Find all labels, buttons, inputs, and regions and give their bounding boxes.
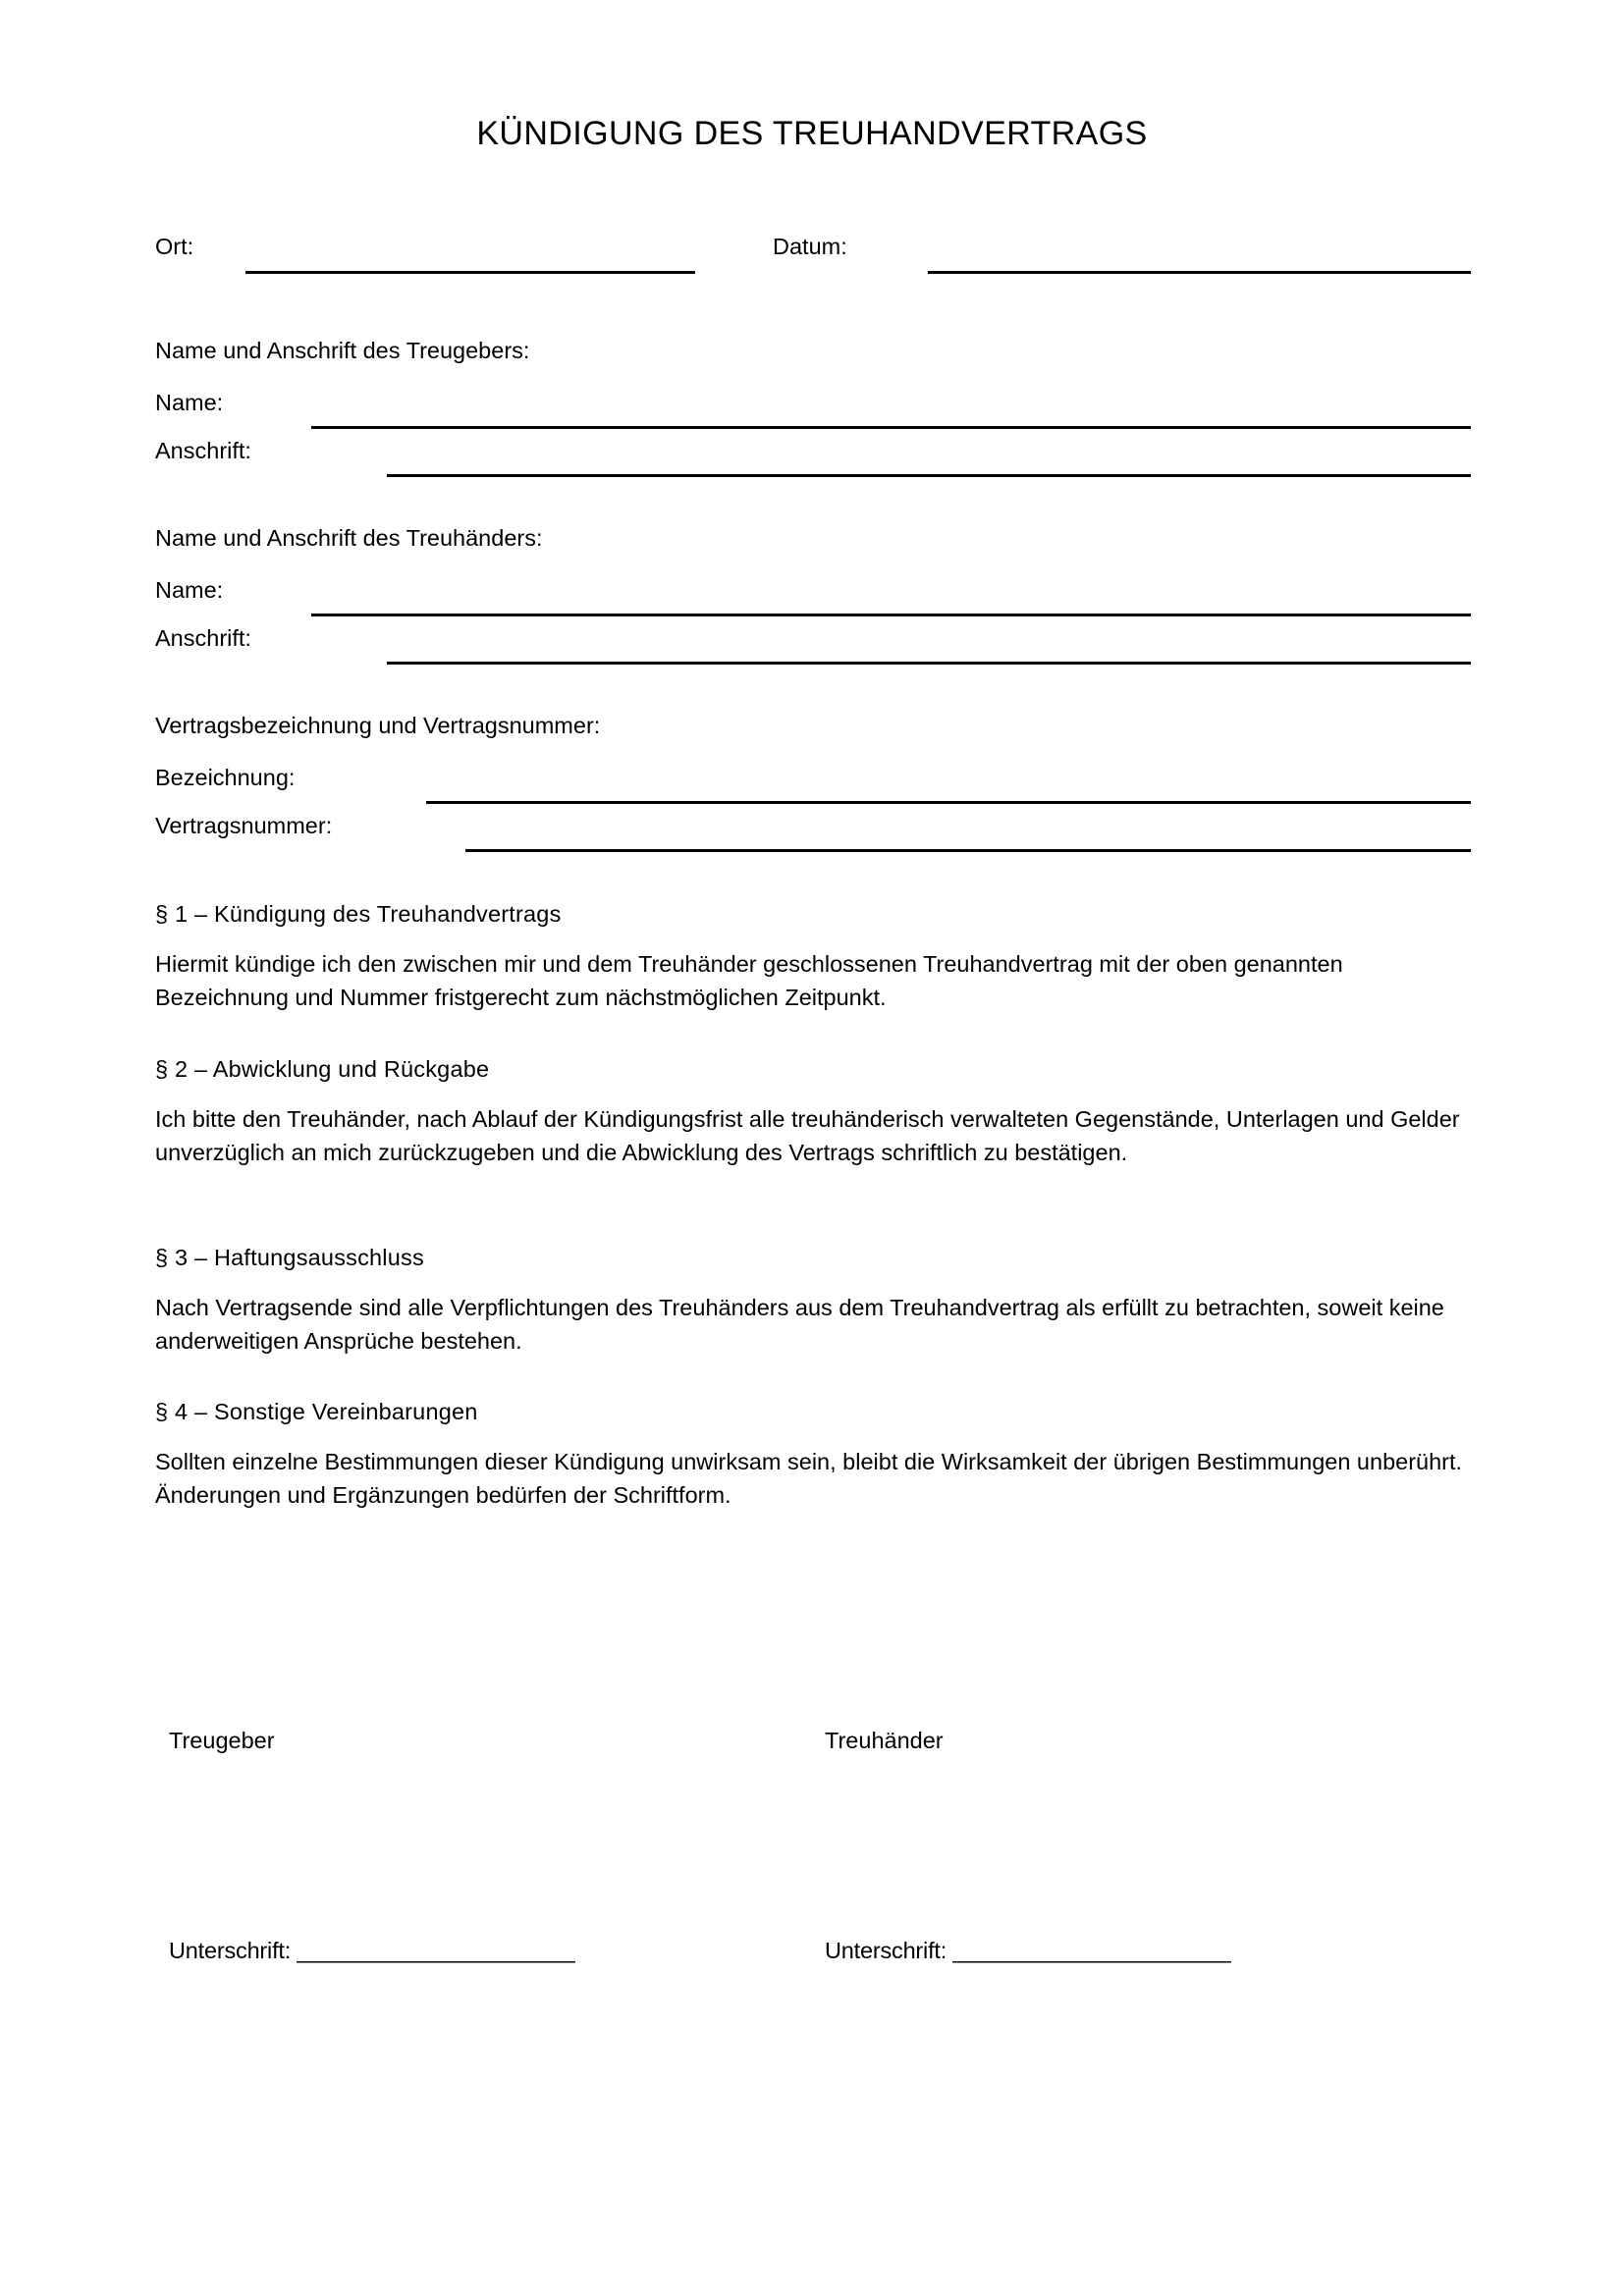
signature-right-party-label: Treuhänder	[825, 1728, 944, 1753]
trustee-name-label: Name:	[155, 577, 224, 603]
section-1-body: Hiermit kündige ich den zwischen mir und dem Treuhänder geschlossenen Treuhandvertrag mit der oben genannten Bezeichnung und Nummer fristgerecht zum nächstmöglichen Zeitpunkt.	[155, 951, 1343, 1010]
signature-left-line[interactable]: Unterschrift: ______________________	[169, 1938, 575, 1963]
trustee-block-heading: Name und Anschrift des Treuhänders:	[155, 525, 543, 551]
signature-right-line[interactable]: Unterschrift: ______________________	[825, 1938, 1231, 1963]
signature-left-party-label: Treugeber	[169, 1728, 275, 1753]
date-label: Datum:	[773, 234, 847, 259]
section-3-heading: § 3 – Haftungsausschluss	[155, 1245, 424, 1270]
trustor-name-input-rule[interactable]	[311, 426, 1471, 429]
trustor-name-label: Name:	[155, 390, 224, 415]
place-label: Ort:	[155, 234, 194, 259]
date-input-rule[interactable]	[928, 271, 1471, 274]
contract-block-heading: Vertragsbezeichnung und Vertragsnummer:	[155, 713, 601, 738]
section-3-body: Nach Vertragsende sind alle Verpflichtungen des Treuhänders aus dem Treuhandvertrag als erfüllt zu betrachten, soweit keine anderweitigen Ansprüche bestehen.	[155, 1295, 1444, 1354]
section-1-heading: § 1 – Kündigung des Treuhandvertrags	[155, 901, 562, 927]
contract-designation-label: Bezeichnung:	[155, 765, 296, 790]
trustee-address-label: Anschrift:	[155, 625, 251, 651]
contract-number-input-rule[interactable]	[465, 849, 1471, 852]
trustee-address-input-rule[interactable]	[387, 662, 1471, 665]
trustor-block-heading: Name und Anschrift des Treugebers:	[155, 338, 530, 363]
contract-designation-input-rule[interactable]	[426, 801, 1471, 804]
section-4-body: Sollten einzelne Bestimmungen dieser Kündigung unwirksam sein, bleibt die Wirksamkeit der übrigen Bestimmungen unberührt. Änderungen und Ergänzungen bedürfen der Schriftform.	[155, 1449, 1463, 1508]
page-title: KÜNDIGUNG DES TREUHANDVERTRAGS	[476, 115, 1148, 152]
section-2-body: Ich bitte den Treuhänder, nach Ablauf der Kündigungsfrist alle treuhänderisch verwalteten Gegenstände, Unterlagen und Gelder unverzüglich an mich zurückzugeben und die Abwicklung des Vertrags schriftlich zu bestätigen.	[155, 1106, 1460, 1165]
place-input-rule[interactable]	[245, 271, 695, 274]
contract-number-label: Vertragsnummer:	[155, 813, 333, 838]
section-2-heading: § 2 – Abwicklung und Rückgabe	[155, 1056, 490, 1082]
trustor-address-label: Anschrift:	[155, 438, 251, 463]
section-4-heading: § 4 – Sonstige Vereinbarungen	[155, 1399, 478, 1424]
trustee-name-input-rule[interactable]	[311, 614, 1471, 616]
trustor-address-input-rule[interactable]	[387, 474, 1471, 477]
